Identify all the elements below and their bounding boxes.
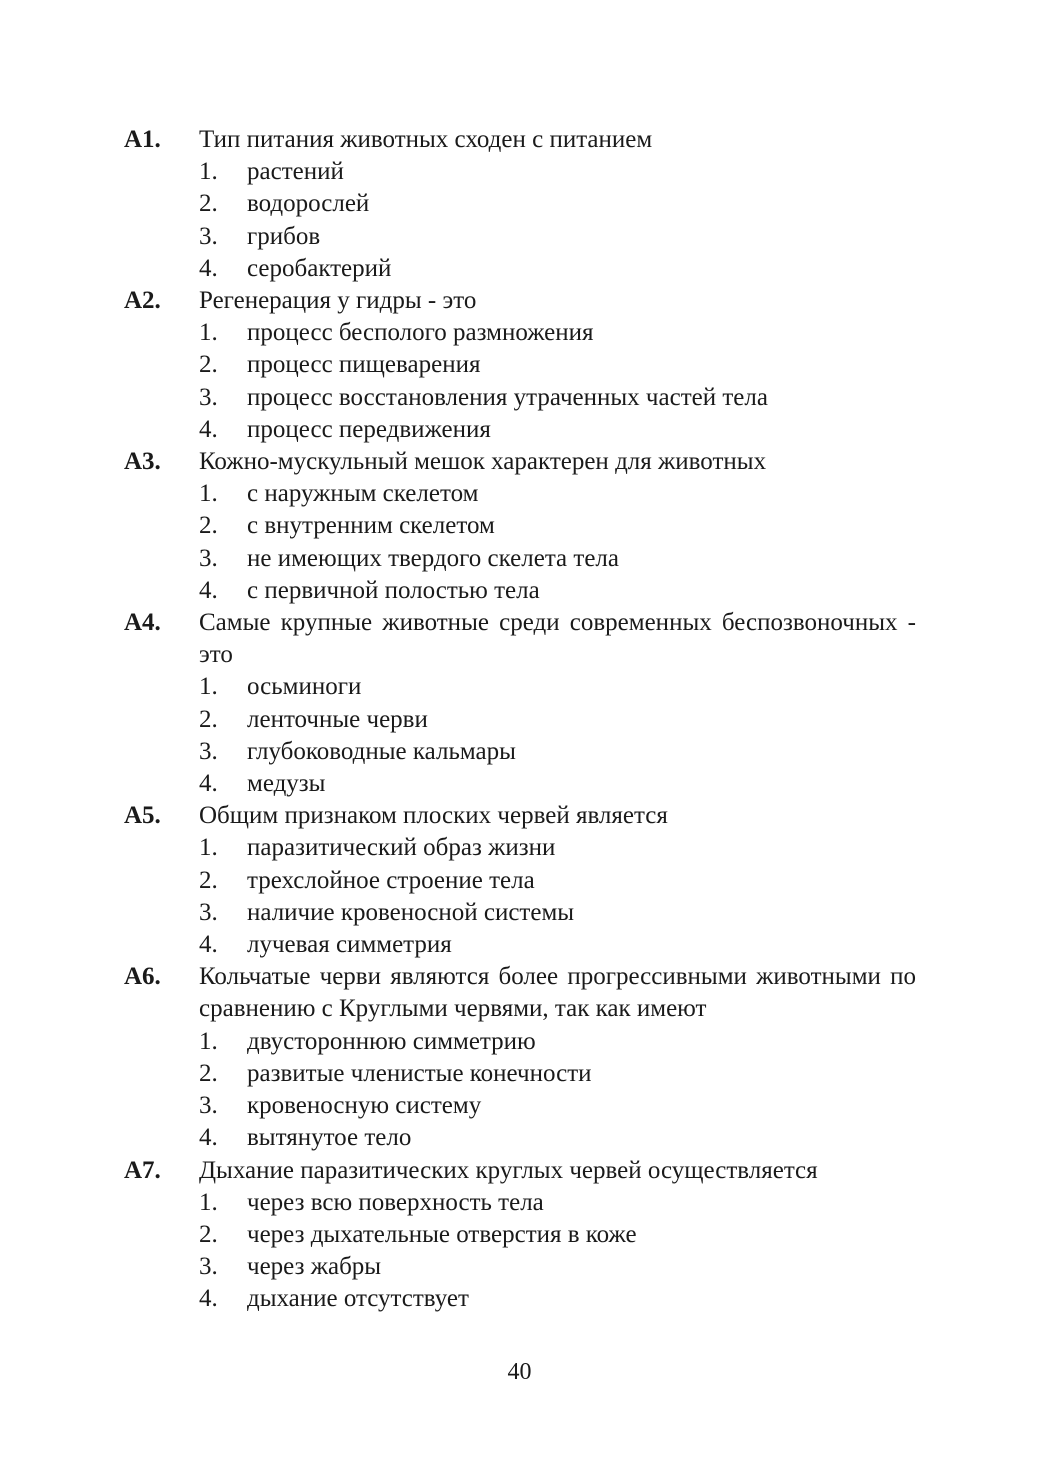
answer-option [199,736,916,768]
option-text: дыхание отсутствует [247,1285,469,1313]
question-text: Общим признаком плоских червей является [199,802,668,830]
answer-option [199,1090,916,1122]
option-number: 1. [199,480,218,508]
option-text: процесс восстановления утраченных частей тела [247,383,768,411]
option-number: 2. [199,1220,218,1248]
answer-options [199,317,916,446]
answer-option [199,832,916,864]
option-text: медузы [247,770,326,798]
option-number: 2. [199,190,218,218]
answer-option [199,510,916,542]
option-text: глубоководные кальмары [247,737,516,765]
option-number: 3. [199,1253,218,1281]
option-number: 1. [199,1027,218,1055]
option-text: процесс передвижения [247,415,491,443]
answer-option [199,1251,916,1283]
question-a1 [124,124,916,285]
answer-option [199,929,916,961]
question-text: Тип питания животных сходен с питанием [199,126,653,153]
option-number: 2. [199,705,218,733]
option-text: с внутренним скелетом [247,512,495,540]
option-text: серобактерий [247,254,392,282]
option-text: паразитический образ жизни [247,834,556,862]
option-text: лучевая симметрия [247,931,452,959]
answer-options [199,478,916,607]
answer-option [199,543,916,575]
option-text: ленточные черви [247,705,428,733]
answer-option [199,1219,916,1251]
answer-options [199,832,916,961]
question-a5 [124,800,916,961]
answer-options [199,1187,916,1316]
question-text: Регенерация у гидры - это [199,287,477,315]
question-number: A7. [124,1156,161,1184]
question-number: A5. [124,802,161,830]
option-number: 2. [199,512,218,540]
question-a2 [124,285,916,446]
question-text: Кольчатые черви являются более прогрессивными животными по сравнению с Круглыми червями, так как имеют [199,963,916,1023]
page-number: 40 [507,1359,532,1385]
answer-option [199,317,916,349]
answer-option [199,253,916,285]
answer-option [199,1187,916,1219]
question-number: A3. [124,448,161,476]
option-text: через жабры [247,1253,382,1281]
answer-option [199,865,916,897]
answer-option [199,349,916,381]
option-number: 2. [199,351,218,379]
option-text: водорослей [247,190,370,218]
option-text: процесс пищеварения [247,351,481,379]
option-text: процесс бесполого размножения [247,319,594,347]
answer-options [199,156,916,285]
answer-option [199,575,916,607]
answer-option [199,1122,916,1154]
question-a7 [124,1155,916,1316]
question-text: Самые крупные животные среди современных беспозвоночных - это [199,609,916,669]
option-text: растений [247,158,344,186]
option-number: 4. [199,1285,218,1313]
option-number: 4. [199,254,218,282]
answer-option [199,1058,916,1090]
option-number: 4. [199,576,218,604]
question-list [124,124,916,1316]
answer-option [199,414,916,446]
option-number: 1. [199,834,218,862]
question-a4 [124,607,916,800]
answer-option [199,768,916,800]
option-text: с наружным скелетом [247,480,479,508]
option-number: 3. [199,222,218,250]
option-text: не имеющих твердого скелета тела [247,544,619,572]
option-text: через всю поверхность тела [247,1188,544,1216]
answer-options [199,671,916,800]
option-text: развитые членистые конечности [247,1059,592,1087]
answer-option [199,221,916,253]
option-number: 3. [199,383,218,411]
option-text: через дыхательные отверстия в коже [247,1220,637,1248]
option-number: 1. [199,1188,218,1216]
question-number: A2. [124,287,161,315]
question-number: A6. [124,963,161,991]
option-text: вытянутое тело [247,1124,412,1152]
option-number: 4. [199,931,218,959]
option-text: осьминоги [247,673,362,701]
answer-option [199,188,916,220]
option-number: 1. [199,158,218,186]
answer-option [199,1026,916,1058]
answer-option [199,897,916,929]
answer-option [199,1283,916,1315]
option-text: двустороннюю симметрию [247,1027,536,1055]
question-text: Кожно-мускульный мешок характерен для животных [199,448,767,476]
question-number: A4. [124,609,161,637]
answer-option [199,382,916,414]
option-number: 3. [199,737,218,765]
option-number: 2. [199,1059,218,1087]
option-text: кровеносную систему [247,1092,482,1120]
option-text: грибов [247,222,321,250]
question-number: A1. [124,126,161,153]
option-number: 1. [199,673,218,701]
option-text: с первичной полостью тела [247,576,540,604]
option-number: 1. [199,319,218,347]
answer-options [199,1026,916,1155]
option-number: 4. [199,415,218,443]
question-text: Дыхание паразитических круглых червей осуществляется [199,1156,818,1184]
option-text: трехслойное строение тела [247,866,535,894]
question-a3 [124,446,916,607]
option-number: 3. [199,544,218,572]
option-number: 3. [199,1092,218,1120]
answer-option [199,156,916,188]
question-a6 [124,961,916,1154]
option-text: наличие кровеносной системы [247,898,575,926]
option-number: 3. [199,898,218,926]
answer-option [199,478,916,510]
option-number: 2. [199,866,218,894]
answer-option [199,704,916,736]
answer-option [199,671,916,703]
option-number: 4. [199,770,218,798]
option-number: 4. [199,1124,218,1152]
